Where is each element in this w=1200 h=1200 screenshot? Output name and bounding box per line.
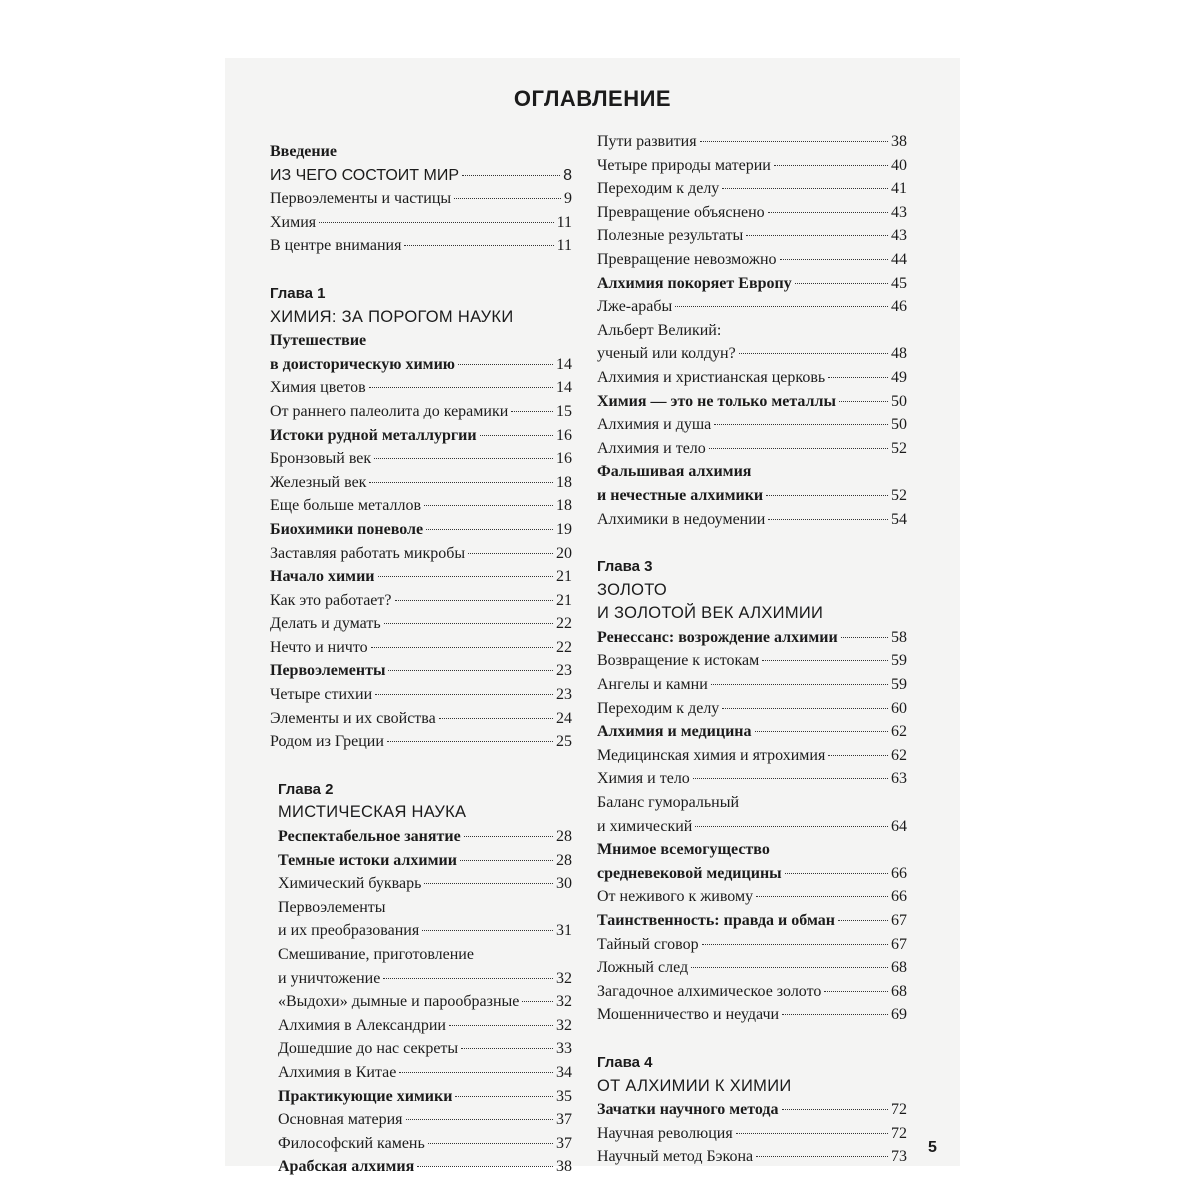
toc-entry-page: 50 bbox=[891, 392, 907, 410]
toc-entry-title: Научный метод Бэкона bbox=[597, 1148, 754, 1166]
toc-entry-title: Арабская алхимия bbox=[278, 1158, 415, 1176]
toc-entry-page: 20 bbox=[556, 544, 572, 562]
toc-entry-title: Истоки рудной металлургии bbox=[270, 426, 477, 444]
toc-subheading: Первоэлементы bbox=[278, 898, 386, 916]
toc-entry-page: 18 bbox=[556, 497, 572, 515]
dot-leader bbox=[449, 1025, 553, 1026]
dot-leader bbox=[399, 1072, 553, 1073]
dot-leader bbox=[768, 519, 888, 520]
toc-entry-page: 8 bbox=[563, 166, 572, 184]
toc-entry[interactable] bbox=[270, 1132, 572, 1156]
toc-entry-title: Полезные результаты bbox=[597, 227, 744, 245]
toc-entry-page: 72 bbox=[891, 1101, 907, 1119]
toc-entry[interactable] bbox=[270, 612, 572, 636]
toc-entry-page: 35 bbox=[556, 1087, 572, 1105]
toc-entry-page: 24 bbox=[556, 709, 572, 727]
toc-entry-page: 37 bbox=[556, 1134, 572, 1152]
toc-entry-page: 60 bbox=[891, 699, 907, 717]
toc-entry[interactable] bbox=[270, 683, 572, 707]
toc-entry[interactable] bbox=[270, 494, 572, 518]
toc-entry[interactable] bbox=[597, 744, 907, 768]
toc-entry[interactable] bbox=[270, 707, 572, 731]
toc-entry-title: Четыре природы материи bbox=[597, 156, 771, 174]
toc-entry[interactable] bbox=[597, 980, 907, 1004]
toc-entry[interactable] bbox=[597, 224, 907, 248]
dot-leader bbox=[374, 458, 553, 459]
dot-leader bbox=[428, 1143, 553, 1144]
dot-leader bbox=[782, 1109, 888, 1110]
chapter-title: ЗОЛОТО bbox=[597, 580, 668, 599]
toc-entry[interactable] bbox=[270, 376, 572, 400]
dot-leader bbox=[417, 1166, 553, 1167]
toc-subheading: Мнимое всемогущество bbox=[597, 841, 770, 859]
dot-leader bbox=[722, 188, 888, 189]
toc-entry-title: Алхимия покоряет Европу bbox=[597, 274, 792, 292]
dot-leader bbox=[461, 1048, 553, 1049]
toc-entry-page: 22 bbox=[556, 638, 572, 656]
toc-entry[interactable] bbox=[597, 1122, 907, 1146]
dot-leader bbox=[762, 660, 888, 661]
toc-entry[interactable] bbox=[597, 815, 907, 839]
dot-leader bbox=[424, 505, 553, 506]
toc-entry-page: 28 bbox=[556, 851, 572, 869]
toc-entry-page: 19 bbox=[556, 520, 572, 538]
dot-leader bbox=[795, 283, 888, 284]
toc-entry[interactable] bbox=[597, 909, 907, 933]
toc-entry-page: 58 bbox=[891, 628, 907, 646]
toc-entry-title: Респектабельное занятие bbox=[278, 828, 461, 846]
toc-subheading: Путешествие bbox=[270, 332, 367, 350]
dot-leader bbox=[700, 141, 888, 142]
toc-entry[interactable] bbox=[270, 164, 572, 188]
toc-entry[interactable] bbox=[270, 234, 572, 258]
toc-entry[interactable] bbox=[270, 589, 572, 613]
toc-entry-title: Ложный след bbox=[597, 959, 689, 977]
toc-entry-title: Возвращение к истокам bbox=[597, 652, 760, 670]
toc-entry-title: Таинственность: правда и обман bbox=[597, 912, 835, 929]
dot-leader bbox=[736, 1133, 888, 1134]
toc-subheading: Смешивание, приготовление bbox=[278, 946, 474, 963]
toc-entry[interactable] bbox=[270, 849, 572, 873]
toc-entry-title: Первоэлементы bbox=[270, 662, 386, 680]
toc-entry-page: 59 bbox=[891, 676, 907, 694]
toc-entry-title: «Выдохи» дымные и парообразные bbox=[278, 993, 520, 1011]
toc-entry[interactable] bbox=[597, 154, 907, 178]
toc-entry[interactable] bbox=[270, 990, 572, 1014]
toc-entry-title: Начало химии bbox=[270, 568, 375, 586]
toc-entry[interactable] bbox=[270, 872, 572, 896]
toc-entry-title: От неживого к живому bbox=[597, 888, 754, 906]
toc-entry-page: 30 bbox=[556, 875, 572, 893]
toc-entry-title: Делать и думать bbox=[270, 615, 381, 633]
toc-entry[interactable] bbox=[270, 542, 572, 566]
toc-entry[interactable] bbox=[270, 447, 572, 471]
toc-entry-page: 28 bbox=[556, 828, 572, 846]
toc-entry[interactable] bbox=[597, 649, 907, 673]
toc-entry-page: 23 bbox=[556, 662, 572, 680]
toc-entry[interactable] bbox=[597, 673, 907, 697]
toc-entry-page: 45 bbox=[891, 274, 907, 292]
toc-entry-title: и уничтожение bbox=[278, 969, 381, 987]
toc-entry-title: Тайный сговор bbox=[597, 935, 699, 953]
chapter-label: Глава 3 bbox=[597, 558, 653, 576]
dot-leader bbox=[739, 353, 888, 354]
section-spacer bbox=[597, 1027, 907, 1051]
toc-entry-page: 33 bbox=[556, 1040, 572, 1058]
toc-subheading: Фальшивая алхимия bbox=[597, 463, 752, 481]
dot-leader bbox=[387, 741, 553, 742]
dot-leader bbox=[693, 778, 888, 779]
toc-entry-page: 40 bbox=[891, 156, 907, 174]
toc-entry[interactable] bbox=[597, 1003, 907, 1027]
toc-entry[interactable] bbox=[597, 484, 907, 508]
dot-leader bbox=[371, 647, 553, 648]
toc-entry-page: 34 bbox=[556, 1063, 572, 1081]
dot-leader bbox=[383, 978, 553, 979]
toc-entry-title: Дошедшие до нас секреты bbox=[278, 1040, 459, 1058]
toc-entry-title: Ренессанс: возрождение алхимии bbox=[597, 628, 838, 646]
toc-entry[interactable] bbox=[597, 767, 907, 791]
chapter-title: МИСТИЧЕСКАЯ НАУКА bbox=[278, 803, 467, 822]
toc-entry[interactable] bbox=[270, 730, 572, 754]
dot-leader bbox=[439, 718, 553, 719]
dot-leader bbox=[319, 222, 553, 223]
toc-entry[interactable] bbox=[597, 626, 907, 650]
toc-entry-title: Алхимия и медицина bbox=[597, 723, 752, 741]
toc-entry-title: и их преобразования bbox=[278, 922, 420, 940]
toc-entry-title: Биохимики поневоле bbox=[270, 520, 424, 538]
page-number: 5 bbox=[928, 1139, 937, 1156]
toc-entry-title: От раннего палеолита до керамики bbox=[270, 402, 509, 420]
toc-entry-title: Загадочное алхимическое золото bbox=[597, 982, 822, 1000]
toc-entry-title: в доисторическую химию bbox=[270, 355, 456, 373]
toc-entry-title: Как это работает? bbox=[270, 591, 392, 609]
toc-entry[interactable] bbox=[270, 211, 572, 235]
section-spacer bbox=[270, 258, 572, 282]
toc-entry-title: Химия цветов bbox=[270, 379, 366, 397]
toc-subheading: Альберт Великий: bbox=[597, 321, 722, 339]
dot-leader bbox=[454, 198, 561, 199]
toc-entry-page: 52 bbox=[891, 486, 907, 504]
chapter-label: Глава 2 bbox=[278, 780, 334, 798]
dot-leader bbox=[460, 860, 553, 861]
dot-leader bbox=[782, 1014, 888, 1015]
toc-entry-title: Мошенничество и неудачи bbox=[597, 1006, 780, 1024]
toc-entry-page: 73 bbox=[891, 1148, 907, 1166]
toc-entry-page: 64 bbox=[891, 817, 907, 835]
toc-subheading: Введение bbox=[270, 143, 337, 160]
toc-entry-page: 14 bbox=[556, 355, 572, 373]
toc-entry[interactable] bbox=[597, 272, 907, 296]
toc-entry-title: Химия — это не только металлы bbox=[597, 392, 836, 410]
toc-entry-title: Алхимия и тело bbox=[597, 439, 706, 457]
toc-entry-title: средневековой медицины bbox=[597, 864, 782, 882]
dot-leader bbox=[755, 731, 889, 732]
toc-entry-page: 69 bbox=[891, 1006, 907, 1024]
toc-entry[interactable] bbox=[270, 187, 572, 211]
toc-entry-page: 52 bbox=[891, 439, 907, 457]
toc-entry[interactable] bbox=[597, 720, 907, 744]
toc-entry-title: Основная материя bbox=[278, 1111, 403, 1129]
toc-entry-page: 11 bbox=[556, 213, 572, 231]
toc-entry[interactable] bbox=[270, 400, 572, 424]
toc-entry-title: Химия bbox=[270, 213, 317, 231]
dot-leader bbox=[838, 920, 888, 921]
dot-leader bbox=[464, 836, 553, 837]
toc-entry-title: Алхимия и душа bbox=[597, 416, 712, 434]
toc-entry[interactable] bbox=[270, 825, 572, 849]
section-spacer bbox=[270, 754, 572, 778]
toc-entry-title: Алхимия и христианская церковь bbox=[597, 368, 826, 386]
dot-leader bbox=[756, 896, 888, 897]
dot-leader bbox=[426, 529, 553, 530]
toc-entry[interactable] bbox=[597, 248, 907, 272]
toc-entry-page: 38 bbox=[556, 1158, 572, 1176]
dot-leader bbox=[378, 576, 554, 577]
toc-entry-title: Четыре стихии bbox=[270, 686, 373, 704]
dot-leader bbox=[756, 1156, 888, 1157]
toc-entry-page: 32 bbox=[556, 993, 572, 1011]
toc-entry-page: 21 bbox=[556, 591, 572, 609]
dot-leader bbox=[839, 401, 888, 402]
toc-entry-title: Зачатки научного метода bbox=[597, 1101, 779, 1119]
toc-entry-page: 15 bbox=[556, 402, 572, 420]
toc-entry-page: 44 bbox=[891, 250, 907, 268]
toc-entry-title: Элементы и их свойства bbox=[270, 709, 436, 727]
toc-entry-page: 31 bbox=[556, 922, 572, 940]
toc-entry-page: 21 bbox=[556, 568, 572, 586]
toc-entry-title: Первоэлементы и частицы bbox=[270, 190, 452, 208]
dot-leader bbox=[422, 930, 553, 931]
toc-entry-title: Заставляя работать микробы bbox=[270, 544, 466, 562]
toc-entry-page: 14 bbox=[556, 379, 572, 397]
chapter-title: И ЗОЛОТОЙ ВЕК АЛХИМИИ bbox=[597, 604, 824, 623]
toc-entry-title: Нечто и ничто bbox=[270, 638, 368, 656]
toc-entry-title: Пути развития bbox=[597, 133, 697, 150]
toc-left-column bbox=[270, 140, 572, 1179]
toc-entry[interactable] bbox=[270, 471, 572, 495]
dot-leader bbox=[768, 212, 888, 213]
toc-entry[interactable] bbox=[270, 1085, 572, 1109]
toc-entry[interactable] bbox=[270, 967, 572, 991]
toc-entry-title: Переходим к делу bbox=[597, 180, 720, 198]
dot-leader bbox=[766, 495, 888, 496]
toc-entry-page: 46 bbox=[891, 298, 907, 316]
toc-entry-title: Практикующие химики bbox=[278, 1087, 453, 1105]
toc-entry-title: Переходим к делу bbox=[597, 699, 720, 717]
toc-entry[interactable] bbox=[597, 697, 907, 721]
toc-entry-page: 22 bbox=[556, 615, 572, 633]
dot-leader bbox=[695, 826, 888, 827]
page-title: ОГЛАВЛЕНИЕ bbox=[513, 86, 672, 111]
dot-leader bbox=[774, 165, 888, 166]
toc-entry-page: 23 bbox=[556, 686, 572, 704]
toc-entry-title: и нечестные алхимики bbox=[597, 486, 764, 504]
toc-entry-page: 25 bbox=[556, 733, 572, 751]
toc-entry-page: 62 bbox=[891, 723, 907, 741]
toc-entry[interactable] bbox=[597, 885, 907, 909]
dot-leader bbox=[675, 306, 888, 307]
toc-entry-title: Еще больше металлов bbox=[270, 497, 422, 515]
dot-leader bbox=[424, 883, 553, 884]
dot-leader bbox=[746, 235, 888, 236]
toc-entry-title: Химия и тело bbox=[597, 770, 690, 788]
toc-entry-page: 16 bbox=[556, 426, 572, 444]
toc-entry-page: 59 bbox=[891, 652, 907, 670]
toc-entry-page: 68 bbox=[891, 959, 907, 977]
toc-entry-title: Медицинская химия и ятрохимия bbox=[597, 746, 826, 764]
toc-entry-title: ИЗ ЧЕГО СОСТОИТ МИР bbox=[270, 166, 459, 184]
toc-entry[interactable] bbox=[597, 295, 907, 319]
toc-entry-title: Алхимики в недоумении bbox=[597, 510, 766, 528]
chapter-label: Глава 1 bbox=[270, 284, 326, 302]
toc-entry[interactable] bbox=[597, 437, 907, 461]
dot-leader bbox=[714, 424, 888, 425]
dot-leader bbox=[709, 448, 888, 449]
toc-entry-title: ученый или колдун? bbox=[597, 345, 736, 363]
dot-leader bbox=[462, 175, 560, 176]
toc-entry-title: Лже-арабы bbox=[597, 298, 673, 316]
toc-entry-page: 16 bbox=[556, 450, 572, 468]
toc-entry[interactable] bbox=[597, 508, 907, 532]
toc-entry-title: В центре внимания bbox=[270, 237, 402, 255]
dot-leader bbox=[828, 377, 888, 378]
toc-entry[interactable] bbox=[597, 933, 907, 957]
toc-entry[interactable] bbox=[597, 862, 907, 886]
chapter-label: Глава 4 bbox=[597, 1053, 653, 1071]
dot-leader bbox=[691, 967, 888, 968]
toc-entry-page: 32 bbox=[556, 969, 572, 987]
toc-entry[interactable] bbox=[270, 565, 572, 589]
toc-entry[interactable] bbox=[597, 201, 907, 225]
toc-entry-page: 49 bbox=[891, 368, 907, 386]
toc-entry-page: 11 bbox=[556, 237, 572, 255]
toc-entry[interactable] bbox=[270, 353, 572, 377]
toc-entry-page: 48 bbox=[891, 345, 907, 363]
toc-entry-title: Бронзовый век bbox=[270, 450, 372, 468]
toc-entry[interactable] bbox=[270, 1037, 572, 1061]
toc-entry-page: 62 bbox=[891, 746, 907, 764]
toc-entry-page: 43 bbox=[891, 203, 907, 221]
toc-entry-title: Ангелы и камни bbox=[597, 676, 708, 694]
toc-entry[interactable] bbox=[270, 659, 572, 683]
dot-leader bbox=[711, 684, 888, 685]
dot-leader bbox=[455, 1096, 553, 1097]
toc-entry-page: 9 bbox=[564, 190, 572, 208]
dot-leader bbox=[480, 435, 553, 436]
toc-entry-title: Превращение объяснено bbox=[597, 203, 765, 221]
dot-leader bbox=[841, 637, 888, 638]
toc-entry-page: 54 bbox=[891, 510, 907, 528]
dot-leader bbox=[404, 245, 553, 246]
toc-entry-page: 38 bbox=[891, 133, 907, 150]
chapter-title: ОТ АЛХИМИИ К ХИМИИ bbox=[597, 1076, 792, 1095]
toc-entry-page: 18 bbox=[556, 473, 572, 491]
toc-entry-title: Химический букварь bbox=[278, 875, 422, 893]
dot-leader bbox=[828, 755, 888, 756]
dot-leader bbox=[384, 623, 553, 624]
toc-entry-page: 72 bbox=[891, 1124, 907, 1142]
toc-entry-page: 32 bbox=[556, 1016, 572, 1034]
toc-entry-title: Железный век bbox=[270, 473, 367, 491]
dot-leader bbox=[468, 553, 553, 554]
dot-leader bbox=[522, 1001, 553, 1002]
dot-leader bbox=[780, 259, 888, 260]
dot-leader bbox=[375, 694, 553, 695]
toc-entry[interactable] bbox=[270, 1061, 572, 1085]
toc-entry-page: 66 bbox=[891, 864, 907, 882]
toc-entry-title: Алхимия в Александрии bbox=[278, 1016, 446, 1034]
toc-entry[interactable] bbox=[270, 424, 572, 448]
dot-leader bbox=[511, 411, 553, 412]
toc-entry-page: 37 bbox=[556, 1111, 572, 1129]
dot-leader bbox=[785, 873, 888, 874]
toc-entry[interactable] bbox=[270, 919, 572, 943]
dot-leader bbox=[369, 482, 553, 483]
dot-leader bbox=[388, 670, 553, 671]
dot-leader bbox=[702, 944, 888, 945]
dot-leader bbox=[406, 1119, 553, 1120]
toc-right-column bbox=[597, 130, 907, 1169]
toc-entry[interactable] bbox=[270, 1155, 572, 1179]
toc-entry[interactable] bbox=[597, 390, 907, 414]
toc-entry[interactable] bbox=[597, 130, 907, 154]
toc-entry-page: 41 bbox=[891, 180, 907, 198]
chapter-title: ХИМИЯ: ЗА ПОРОГОМ НАУКИ bbox=[270, 307, 514, 326]
toc-entry[interactable] bbox=[270, 636, 572, 660]
toc-entry-title: Алхимия в Китае bbox=[278, 1063, 397, 1081]
toc-entry-title: Превращение невозможно bbox=[597, 250, 777, 268]
dot-leader bbox=[395, 600, 554, 601]
toc-entry[interactable] bbox=[270, 518, 572, 542]
toc-entry-page: 67 bbox=[891, 912, 907, 929]
toc-entry-title: Родом из Греции bbox=[270, 733, 384, 751]
toc-entry-title: и химический bbox=[597, 817, 693, 835]
toc-entry-page: 50 bbox=[891, 416, 907, 434]
dot-leader bbox=[458, 364, 553, 365]
toc-entry[interactable] bbox=[270, 1014, 572, 1038]
toc-entry-title: Философский камень bbox=[278, 1134, 425, 1152]
toc-entry[interactable] bbox=[270, 1108, 572, 1132]
toc-entry[interactable] bbox=[597, 956, 907, 980]
toc-entry-title: Темные истоки алхимии bbox=[278, 851, 457, 869]
dot-leader bbox=[369, 387, 553, 388]
dot-leader bbox=[824, 991, 888, 992]
section-spacer bbox=[597, 531, 907, 555]
toc-entry-page: 43 bbox=[891, 227, 907, 245]
toc-entry[interactable] bbox=[597, 342, 907, 366]
toc-entry[interactable] bbox=[597, 1098, 907, 1122]
toc-entry-page: 63 bbox=[891, 770, 907, 788]
toc-entry[interactable] bbox=[597, 366, 907, 390]
dot-leader bbox=[722, 708, 888, 709]
toc-entry[interactable] bbox=[597, 177, 907, 201]
toc-entry-title: Научная революция bbox=[597, 1124, 733, 1142]
toc-entry-page: 67 bbox=[891, 935, 907, 953]
toc-entry-page: 68 bbox=[891, 982, 907, 1000]
toc-entry-page: 66 bbox=[891, 888, 907, 906]
toc-entry[interactable] bbox=[597, 413, 907, 437]
toc-subheading: Баланс гуморальный bbox=[597, 794, 740, 812]
toc-entry[interactable] bbox=[597, 1145, 907, 1169]
